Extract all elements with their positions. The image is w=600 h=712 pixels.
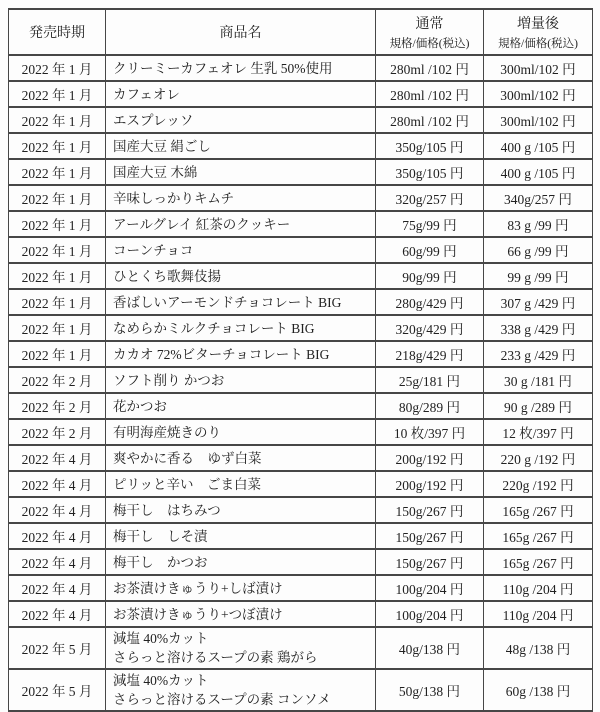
product-name-cell: ひとくち歌舞伎揚 bbox=[106, 263, 376, 289]
product-name-cell: エスプレッソ bbox=[106, 107, 376, 133]
increased-spec-cell: 110g /204 円 bbox=[484, 575, 593, 601]
table-row bbox=[9, 445, 593, 471]
normal-spec-cell: 100g/204 円 bbox=[376, 575, 484, 601]
release-date-cell: 2022 年 4 月 bbox=[9, 601, 106, 627]
product-name-cell: 梅干し かつお bbox=[106, 549, 376, 575]
table-row bbox=[9, 55, 593, 81]
release-date-cell: 2022 年 2 月 bbox=[9, 393, 106, 419]
header-release-date: 発売時期 bbox=[9, 9, 106, 55]
header-row bbox=[9, 9, 593, 55]
release-date-cell: 2022 年 4 月 bbox=[9, 523, 106, 549]
product-name-cell: 減塩 40%カット さらっと溶けるスープの素 鶏がら bbox=[106, 627, 376, 669]
release-date-cell: 2022 年 2 月 bbox=[9, 419, 106, 445]
increased-spec-cell: 110g /204 円 bbox=[484, 601, 593, 627]
header-increased-title: 増量後 bbox=[517, 17, 559, 32]
release-date-cell: 2022 年 5 月 bbox=[9, 627, 106, 669]
release-date-cell: 2022 年 1 月 bbox=[9, 289, 106, 315]
release-date-cell: 2022 年 1 月 bbox=[9, 185, 106, 211]
normal-spec-cell: 280g/429 円 bbox=[376, 289, 484, 315]
table-row bbox=[9, 669, 593, 711]
product-name-cell: 花かつお bbox=[106, 393, 376, 419]
product-name-cell: 梅干し はちみつ bbox=[106, 497, 376, 523]
release-date-cell: 2022 年 1 月 bbox=[9, 341, 106, 367]
normal-spec-cell: 200g/192 円 bbox=[376, 445, 484, 471]
product-name-cell: 辛味しっかりキムチ bbox=[106, 185, 376, 211]
product-name-cell: 国産大豆 木綿 bbox=[106, 159, 376, 185]
normal-spec-cell: 280ml /102 円 bbox=[376, 81, 484, 107]
table-row bbox=[9, 315, 593, 341]
increased-spec-cell: 300ml/102 円 bbox=[484, 55, 593, 81]
release-date-cell: 2022 年 1 月 bbox=[9, 159, 106, 185]
release-date-cell: 2022 年 2 月 bbox=[9, 367, 106, 393]
product-name-cell: 減塩 40%カット さらっと溶けるスープの素 コンソメ bbox=[106, 669, 376, 711]
table-row bbox=[9, 497, 593, 523]
product-name-cell: ソフト削り かつお bbox=[106, 367, 376, 393]
normal-spec-cell: 10 枚/397 円 bbox=[376, 419, 484, 445]
normal-spec-cell: 200g/192 円 bbox=[376, 471, 484, 497]
table-row bbox=[9, 159, 593, 185]
increased-spec-cell: 300ml/102 円 bbox=[484, 81, 593, 107]
release-date-cell: 2022 年 4 月 bbox=[9, 471, 106, 497]
table-row bbox=[9, 211, 593, 237]
normal-spec-cell: 40g/138 円 bbox=[376, 627, 484, 669]
product-name-cell: 爽やかに香る ゆず白菜 bbox=[106, 445, 376, 471]
normal-spec-cell: 150g/267 円 bbox=[376, 523, 484, 549]
normal-spec-cell: 320g/257 円 bbox=[376, 185, 484, 211]
header-normal-title: 通常 bbox=[415, 17, 444, 32]
header-normal bbox=[376, 9, 484, 55]
increased-spec-cell: 400 g /105 円 bbox=[484, 159, 593, 185]
release-date-cell: 2022 年 1 月 bbox=[9, 315, 106, 341]
increased-spec-cell: 165g /267 円 bbox=[484, 549, 593, 575]
product-name-cell: コーンチョコ bbox=[106, 237, 376, 263]
table-row bbox=[9, 237, 593, 263]
release-date-cell: 2022 年 4 月 bbox=[9, 445, 106, 471]
normal-spec-cell: 25g/181 円 bbox=[376, 367, 484, 393]
release-date-cell: 2022 年 1 月 bbox=[9, 237, 106, 263]
increased-spec-cell: 60g /138 円 bbox=[484, 669, 593, 711]
normal-spec-cell: 100g/204 円 bbox=[376, 601, 484, 627]
normal-spec-cell: 150g/267 円 bbox=[376, 549, 484, 575]
header-normal-subtitle: 規格/価格(税込) bbox=[389, 38, 470, 50]
increased-spec-cell: 220 g /192 円 bbox=[484, 445, 593, 471]
normal-spec-cell: 50g/138 円 bbox=[376, 669, 484, 711]
header-increased-subtitle: 規格/価格(税込) bbox=[498, 38, 578, 50]
table-row bbox=[9, 185, 593, 211]
product-name-cell: カフェオレ bbox=[106, 81, 376, 107]
table-row bbox=[9, 81, 593, 107]
normal-spec-cell: 75g/99 円 bbox=[376, 211, 484, 237]
product-name-cell: クリーミーカフェオレ 生乳 50%使用 bbox=[106, 55, 376, 81]
increased-spec-cell: 165g /267 円 bbox=[484, 523, 593, 549]
price-increase-table bbox=[8, 8, 593, 712]
increased-spec-cell: 233 g /429 円 bbox=[484, 341, 593, 367]
product-name-cell: お茶漬けきゅうり+つぼ漬け bbox=[106, 601, 376, 627]
product-name-cell: なめらかミルクチョコレート BIG bbox=[106, 315, 376, 341]
increased-spec-cell: 99 g /99 円 bbox=[484, 263, 593, 289]
table-row bbox=[9, 549, 593, 575]
header-increased bbox=[484, 9, 593, 55]
increased-spec-cell: 220g /192 円 bbox=[484, 471, 593, 497]
increased-spec-cell: 90 g /289 円 bbox=[484, 393, 593, 419]
increased-spec-cell: 165g /267 円 bbox=[484, 497, 593, 523]
release-date-cell: 2022 年 4 月 bbox=[9, 497, 106, 523]
increased-spec-cell: 66 g /99 円 bbox=[484, 237, 593, 263]
table-row bbox=[9, 575, 593, 601]
normal-spec-cell: 280ml /102 円 bbox=[376, 107, 484, 133]
normal-spec-cell: 350g/105 円 bbox=[376, 133, 484, 159]
header-product-name: 商品名 bbox=[106, 9, 376, 55]
table-row bbox=[9, 341, 593, 367]
product-name-cell: お茶漬けきゅうり+しば漬け bbox=[106, 575, 376, 601]
normal-spec-cell: 218g/429 円 bbox=[376, 341, 484, 367]
table-row bbox=[9, 523, 593, 549]
normal-spec-cell: 60g/99 円 bbox=[376, 237, 484, 263]
release-date-cell: 2022 年 1 月 bbox=[9, 211, 106, 237]
product-name-cell: カカオ 72%ビターチョコレート BIG bbox=[106, 341, 376, 367]
increased-spec-cell: 83 g /99 円 bbox=[484, 211, 593, 237]
table-row bbox=[9, 367, 593, 393]
release-date-cell: 2022 年 5 月 bbox=[9, 669, 106, 711]
table-row bbox=[9, 627, 593, 669]
increased-spec-cell: 400 g /105 円 bbox=[484, 133, 593, 159]
normal-spec-cell: 350g/105 円 bbox=[376, 159, 484, 185]
table-row bbox=[9, 133, 593, 159]
product-name-cell: アールグレイ 紅茶のクッキー bbox=[106, 211, 376, 237]
normal-spec-cell: 280ml /102 円 bbox=[376, 55, 484, 81]
increased-spec-cell: 300ml/102 円 bbox=[484, 107, 593, 133]
release-date-cell: 2022 年 4 月 bbox=[9, 575, 106, 601]
table-row bbox=[9, 419, 593, 445]
product-name-cell: ピリッと辛い ごま白菜 bbox=[106, 471, 376, 497]
increased-spec-cell: 340g/257 円 bbox=[484, 185, 593, 211]
increased-spec-cell: 338 g /429 円 bbox=[484, 315, 593, 341]
product-name-cell: 梅干し しそ漬 bbox=[106, 523, 376, 549]
normal-spec-cell: 320g/429 円 bbox=[376, 315, 484, 341]
increased-spec-cell: 12 枚/397 円 bbox=[484, 419, 593, 445]
table-row bbox=[9, 601, 593, 627]
table-row bbox=[9, 289, 593, 315]
release-date-cell: 2022 年 1 月 bbox=[9, 263, 106, 289]
table-row bbox=[9, 393, 593, 419]
normal-spec-cell: 150g/267 円 bbox=[376, 497, 484, 523]
increased-spec-cell: 30 g /181 円 bbox=[484, 367, 593, 393]
release-date-cell: 2022 年 1 月 bbox=[9, 107, 106, 133]
normal-spec-cell: 90g/99 円 bbox=[376, 263, 484, 289]
table-row bbox=[9, 263, 593, 289]
normal-spec-cell: 80g/289 円 bbox=[376, 393, 484, 419]
product-name-cell: 国産大豆 絹ごし bbox=[106, 133, 376, 159]
release-date-cell: 2022 年 4 月 bbox=[9, 549, 106, 575]
release-date-cell: 2022 年 1 月 bbox=[9, 81, 106, 107]
increased-spec-cell: 48g /138 円 bbox=[484, 627, 593, 669]
table-row bbox=[9, 471, 593, 497]
table-row bbox=[9, 107, 593, 133]
table-body bbox=[9, 55, 593, 711]
product-name-cell: 有明海産焼きのり bbox=[106, 419, 376, 445]
release-date-cell: 2022 年 1 月 bbox=[9, 55, 106, 81]
release-date-cell: 2022 年 1 月 bbox=[9, 133, 106, 159]
increased-spec-cell: 307 g /429 円 bbox=[484, 289, 593, 315]
product-name-cell: 香ばしいアーモンドチョコレート BIG bbox=[106, 289, 376, 315]
